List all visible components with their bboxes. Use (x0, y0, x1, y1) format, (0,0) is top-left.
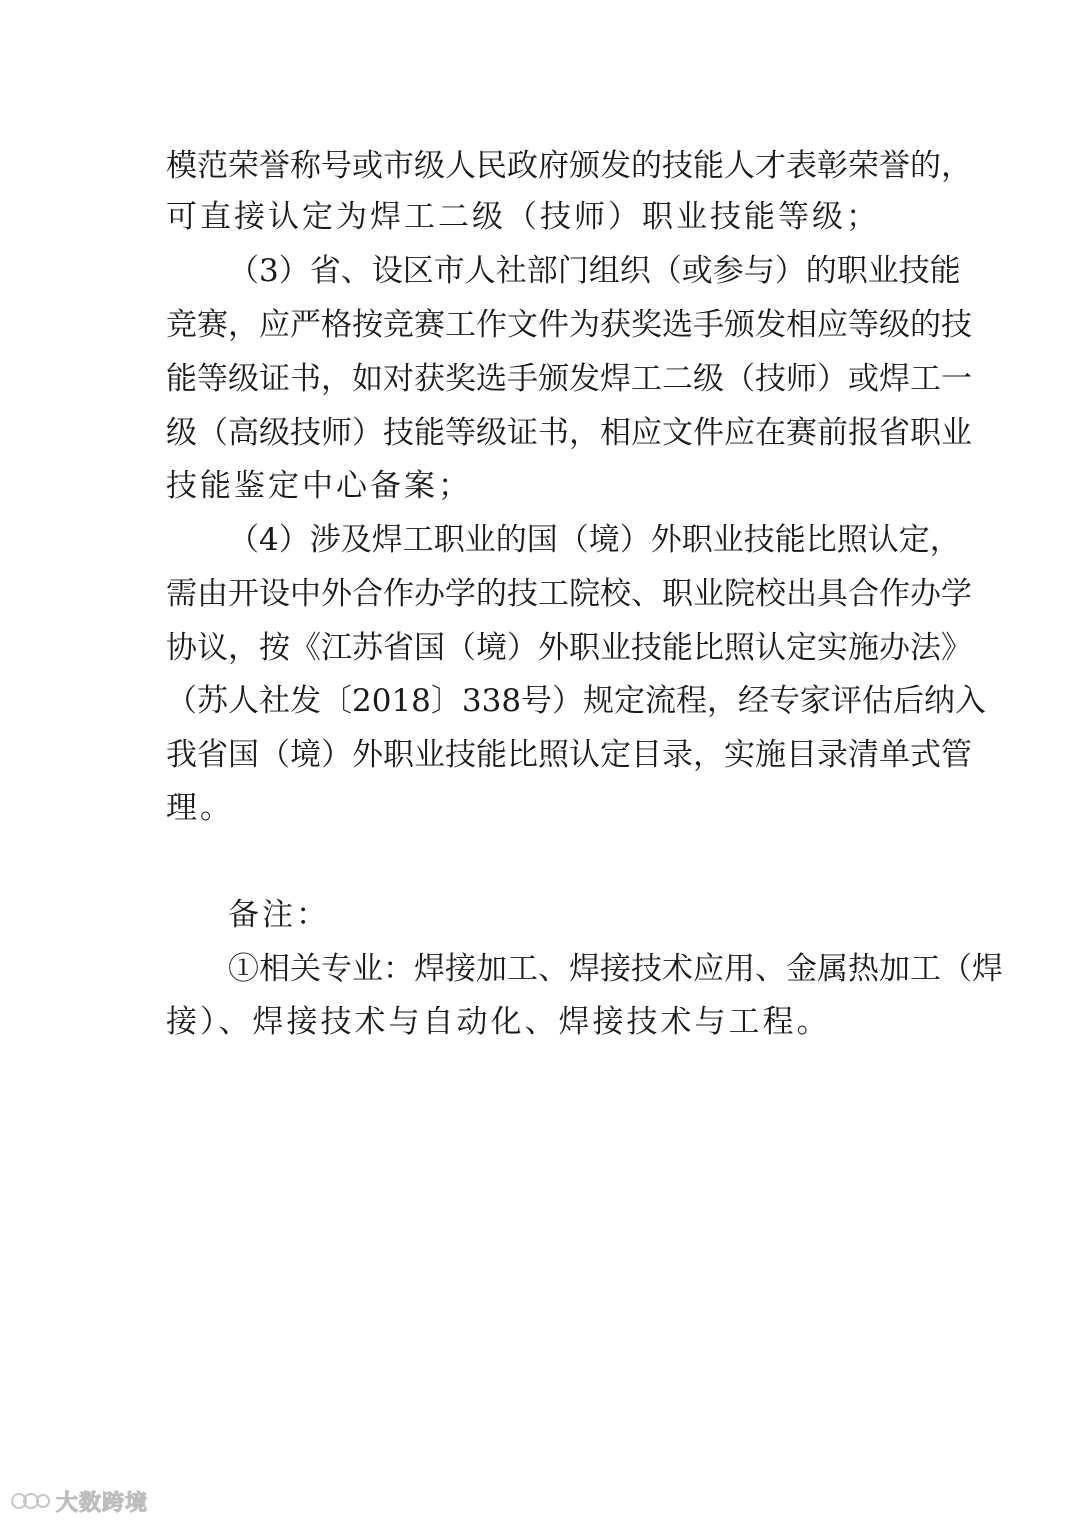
body-line-3: （3）省、设区市人社部门组织（或参与）的职业技能 (228, 253, 961, 289)
body-line-6: 级（高级技师）技能等级证书，相应文件应在赛前报省职业 (166, 415, 972, 451)
notes-line-2: 接）、焊接技术与自动化、焊接技术与工程。 (166, 1004, 831, 1040)
body-line-7: 技能鉴定中心备案； (166, 468, 472, 504)
body-line-12: 我省国（境）外职业技能比照认定目录，实施目录清单式管 (166, 737, 972, 773)
body-line-5: 能等级证书，如对获奖选手颁发焊工二级（技师）或焊工一 (166, 361, 972, 397)
watermark (10, 1486, 148, 1516)
body-line-2: 可直接认定为焊工二级（技师）职业技能等级； (166, 199, 880, 235)
body-line-9: 需由开设中外合作办学的技工院校、职业院校出具合作办学 (166, 576, 972, 612)
body-line-11: （苏人社发〔2018〕338号）规定流程，经专家评估后纳入 (166, 683, 987, 719)
body-line-4: 竞赛，应严格按竞赛工作文件为获奖选手颁发相应等级的技 (166, 307, 972, 343)
watermark-text: 大数跨境 (56, 1490, 149, 1516)
body-line-13: 理。 (166, 790, 234, 826)
notes-line-1: ①相关专业：焊接加工、焊接技术应用、金属热加工（焊 (228, 951, 1003, 987)
notes-title: 备注： (228, 897, 330, 933)
body-line-1: 模范荣誉称号或市级人民政府颁发的技能人才表彰荣誉的， (166, 148, 972, 184)
body-line-8: （4）涉及焊工职业的国（境）外职业技能比照认定， (228, 522, 961, 558)
body-line-10: 协议，按《江苏省国（境）外职业技能比照认定实施办法》 (166, 630, 972, 666)
watermark-logo-icon (10, 1488, 50, 1514)
